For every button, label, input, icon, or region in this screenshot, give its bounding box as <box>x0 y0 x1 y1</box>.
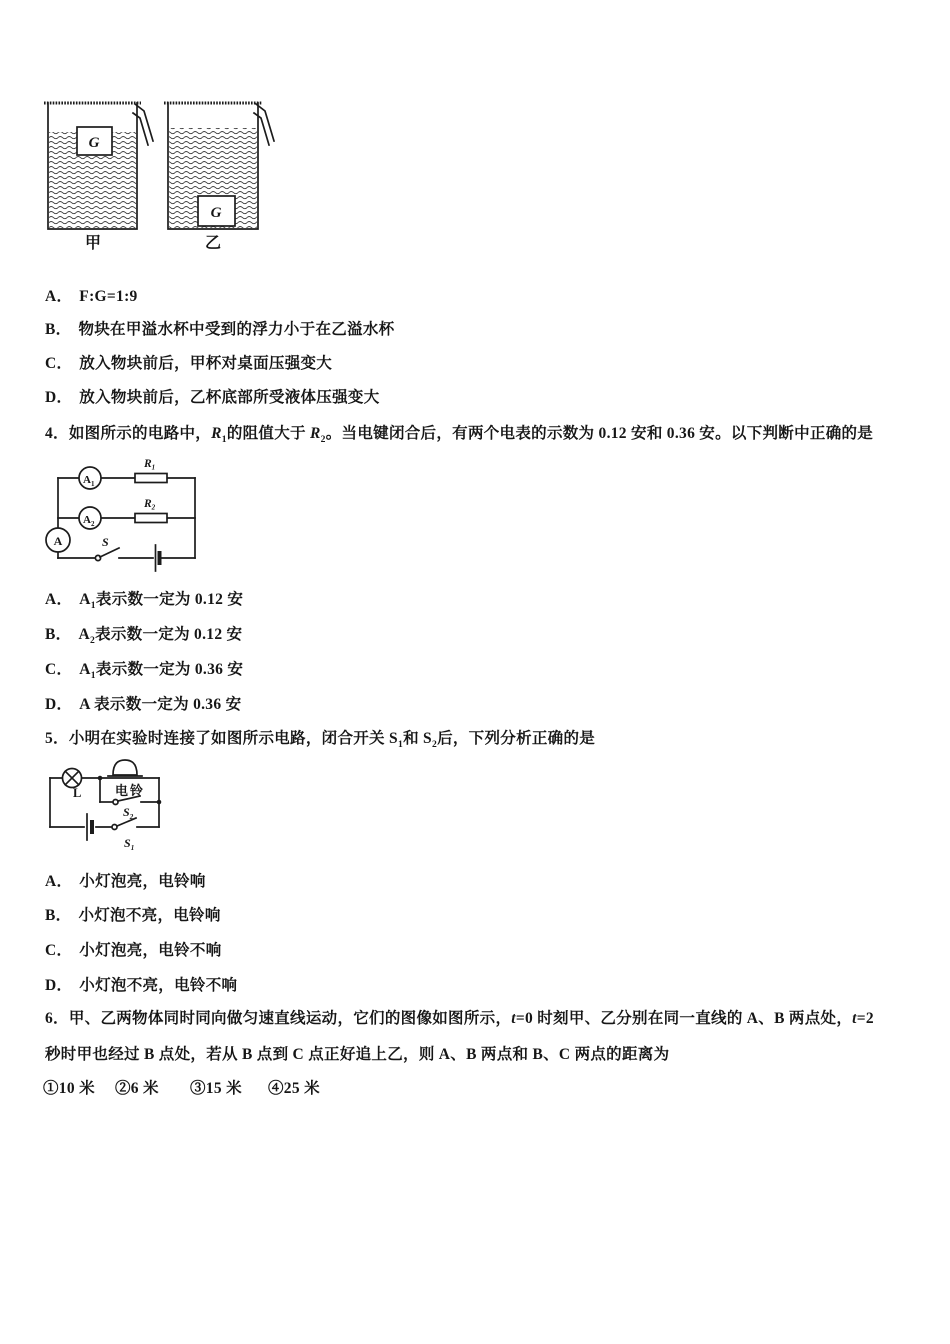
switch-s <box>95 535 119 561</box>
q6-choice-1: ①10 米 <box>43 1080 95 1097</box>
option-label: C． <box>45 942 73 959</box>
block-g <box>198 196 235 226</box>
svg-text:G: G <box>88 135 100 151</box>
option-text: 小灯泡不亮，电铃不响 <box>79 977 238 994</box>
option-text: 小灯泡不亮，电铃响 <box>78 907 221 924</box>
bell-label: 电铃 <box>114 783 146 798</box>
q6-stem-line2: 秒时甲也经过 B 点处，若从 B 点到 C 点正好追上乙，则 A、B 两点和 B、C 两点的距离为 <box>45 1046 670 1063</box>
option-text: 小灯泡亮，电铃响 <box>79 873 206 890</box>
switch-s2 <box>113 796 157 821</box>
q5-option-d <box>45 976 237 996</box>
block-g <box>77 127 112 155</box>
bell-dome <box>113 760 137 775</box>
q4-option-a <box>45 590 243 610</box>
cup-label-yi: 乙 <box>204 235 222 252</box>
switch-s1 <box>112 818 136 852</box>
q6-choice-2: ②6 米 <box>115 1080 159 1097</box>
ammeter-main <box>46 528 70 552</box>
beaker-jia <box>44 103 153 252</box>
option-label: C． <box>45 661 73 678</box>
option-label: D． <box>45 977 73 994</box>
beaker-yi <box>164 103 274 252</box>
svg-text:R1: $R_1$ <box>144 458 156 472</box>
option-text: $A_1$表示数一定为 0.12 安 <box>79 591 244 612</box>
q5-circuit-figure <box>40 752 190 858</box>
resistor-r1 <box>135 458 167 483</box>
q4-option-b <box>45 625 242 645</box>
svg-text:G: G <box>210 205 222 221</box>
q4-option-d <box>45 695 241 715</box>
option-label: A． <box>45 591 73 608</box>
option-text: F:G=1:9 <box>79 288 138 305</box>
q3-option-d <box>45 388 380 408</box>
option-label: A． <box>45 873 73 890</box>
option-text: 放入物块前后，乙杯底部所受液体压强变大 <box>79 389 380 406</box>
q4-circuit-figure <box>40 452 210 578</box>
q4-stem: 4．如图所示的电路中，$R_1$的阻值大于 $R_2$。当电键闭合后，有两个电表的示数为 0.12 安和 0.36 安。以下判断中正确的是 <box>45 425 874 446</box>
svg-text:S1: $S_1$ <box>124 836 135 852</box>
q3-option-a <box>45 287 138 307</box>
option-text: 放入物块前后，甲杯对桌面压强变大 <box>79 355 333 372</box>
option-label: B． <box>45 907 72 924</box>
q6-choice-4: ④25 米 <box>268 1080 320 1097</box>
option-text: 小灯泡亮，电铃不响 <box>79 942 222 959</box>
q6-stem-line1: 6．甲、乙两物体同时同向做匀速直线运动，它们的图像如图所示，t=0 时刻甲、乙分别在同一直线的 A、B 两点处，t=2 <box>45 1010 874 1027</box>
svg-text:A: A <box>53 534 63 548</box>
ammeter-a2 <box>79 507 101 529</box>
option-label: D． <box>45 696 73 713</box>
option-text: $A_2$表示数一定为 0.12 安 <box>78 626 243 647</box>
option-label: B． <box>45 626 72 643</box>
option-label: A． <box>45 288 73 305</box>
q3-option-c <box>45 354 332 374</box>
svg-text:S: S <box>102 535 109 549</box>
option-text: $A_1$表示数一定为 0.36 安 <box>79 661 244 682</box>
option-label: D． <box>45 389 73 406</box>
ammeter-a1 <box>79 467 101 489</box>
battery-symbol <box>156 545 160 571</box>
overflow-cups-figure <box>40 95 290 253</box>
option-label: C． <box>45 355 73 372</box>
option-text: A 表示数一定为 0.36 安 <box>79 696 242 713</box>
q5-stem: 5．小明在实验时连接了如图所示电路，闭合开关 $S_1$和 $S_2$后，下列分析正确的是 <box>45 730 596 751</box>
option-text: 物块在甲溢水杯中受到的浮力小于在乙溢水杯 <box>78 321 395 338</box>
lamp-symbol <box>63 769 82 801</box>
battery-symbol <box>87 814 92 840</box>
svg-text:R2: $R_2$ <box>144 498 156 512</box>
option-label: B． <box>45 321 72 338</box>
svg-text:A2: $A_2$ <box>83 514 95 528</box>
q5-option-b <box>45 906 221 926</box>
lamp-label: L <box>73 786 82 800</box>
q4-option-c <box>45 660 243 680</box>
q5-option-c <box>45 941 222 961</box>
q3-option-b <box>45 320 394 340</box>
cup-label-jia: 甲 <box>84 235 102 252</box>
q5-option-a <box>45 872 206 892</box>
svg-text:A1: $A_1$ <box>83 474 95 488</box>
q6-choice-3: ③15 米 <box>190 1080 242 1097</box>
svg-text:S2: $S_2$ <box>123 805 134 821</box>
resistor-r2 <box>135 498 167 523</box>
